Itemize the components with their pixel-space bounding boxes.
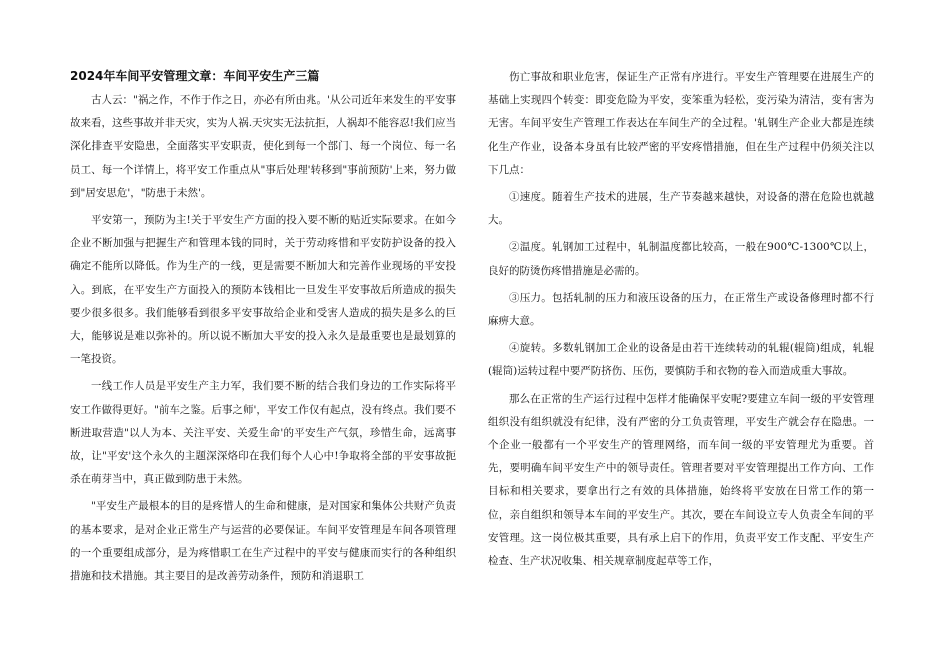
- list-item-temperature: ②温度。轧钢加工过程中，轧制温度都比较高，一般在900℃-1300℃以上，良好的防烫伤疼惜措施是必需的。: [488, 241, 874, 277]
- left-column: [70, 66, 456, 592]
- right-column: [488, 66, 874, 577]
- document-title: 2024年车间平安管理文章：车间平安生产三篇: [70, 69, 320, 83]
- paragraph: "平安生产最根本的目的是疼惜人的生命和健康，是对国家和集体公共财产负责的基本要求，是对企业正常生产与运营的必要保证。车间平安管理是车间各项管理的一个重要组成部分，是为疼惜职工在生产过程中的平安与健康而实行的各种组织措施和技术措施。其主要目的是改善劳动条件，预防和消退职工: [70, 500, 456, 583]
- list-item-speed: ①速度。随着生产技术的进展，生产节奏越来越快，对设备的潜在危险也就越大。: [488, 191, 874, 227]
- paragraph: 一线工作人员是平安生产主力军，我们要不断的结合我们身边的工作实际将平安工作做得更好。"前车之鉴。后事之师'，平安工作仅有起点，没有终点。我们要不断进取营造"以人为本、关注平安、关爱生命'的平安生产气氛，珍惜生命，远离事故，让"平安'这个永久的主题深深烙印在我们每个人心中!争取将全部的平安事故扼杀在萌芽当中，真正做到防患于未然。: [70, 380, 456, 486]
- list-item-rotation: ④旋转。多数轧钢加工企业的设备是由若干连续转动的轧辊(辊筒)组成，轧辊(辊筒)运转过程中要严防挤伤、压伤，要慎防手和衣物的卷入而造成重大事故。: [488, 342, 874, 378]
- paragraph: 古人云："祸之作，不作于作之日，亦必有所由兆。'从公司近年来发生的平安事故来看，这些事故并非天灾，实为人祸.天灾实无法抗拒，人祸却不能容忍!我们应当深化排查平安隐患，全面落实平安职责，使化到每一个部门、每一个岗位、每一名员工、每一个详情上，将平安工作重点从"事后处理'转移到"事前预防'上来，努力做到"居安思危'，"防患于未然'。: [70, 94, 456, 199]
- paragraph: 平安第一，预防为主!关于平安生产方面的投入要不断的贴近实际要求。在如今企业不断加强与把握生产和管理本钱的同时，关于劳动疼惜和平安防护设备的投入确定不能所以降低。作为生产的一线，更是需要不断加大和完善作业现场的平安投入。到底，在平安生产方面投入的预防本钱相比一旦发生平安事故后所造成的损失要少很多很多。我们能够看到很多平安事故给企业和受害人造成的损失是多么的巨大，能够说是难以弥补的。所以说不断加大平安的投入永久是最重要也是最划算的一笔投资。: [70, 214, 456, 366]
- paragraph: 那么在正常的生产运行过程中怎样才能确保平安呢?要建立车间一级的平安管理组织没有组织就没有纪律，没有严密的分工负责管理，平安生产就会存在隐患。一个企业一般都有一个平安生产的管理网络，而车间一级的平安管理尤为重要。首先，要明确车间平安生产中的领导责任。管理者要对平安管理提出工作方向、工作目标和相关要求，要拿出行之有效的具体措施，始终将平安放在日常工作的第一位，亲自组织和领导本车间的平安生产。其次，要在车间设立专人负责全车间的平安管理。这一岗位极其重要，具有承上启下的作用，负责平安工作支配、平安生产检查、生产状况收集、相关规章制度起草等工作，: [488, 392, 874, 568]
- paragraph: 伤亡事故和职业危害，保证生产正常有序进行。平安生产管理要在进展生产的基础上实现四个转变：即变危险为平安，变笨重为轻松，变污染为清洁，变有害为无害。车间平安生产管理工作表达在车间生产的全过程。'轧钢生产企业大都是连续化生产作业，设备本身虽有比较严密的平安疼惜措施，但在生产过程中仍须关注以下几点：: [488, 71, 874, 176]
- list-item-pressure: ③压力。包括轧制的压力和液压设备的压力，在正常生产或设备修理时都不行麻痹大意。: [488, 291, 874, 328]
